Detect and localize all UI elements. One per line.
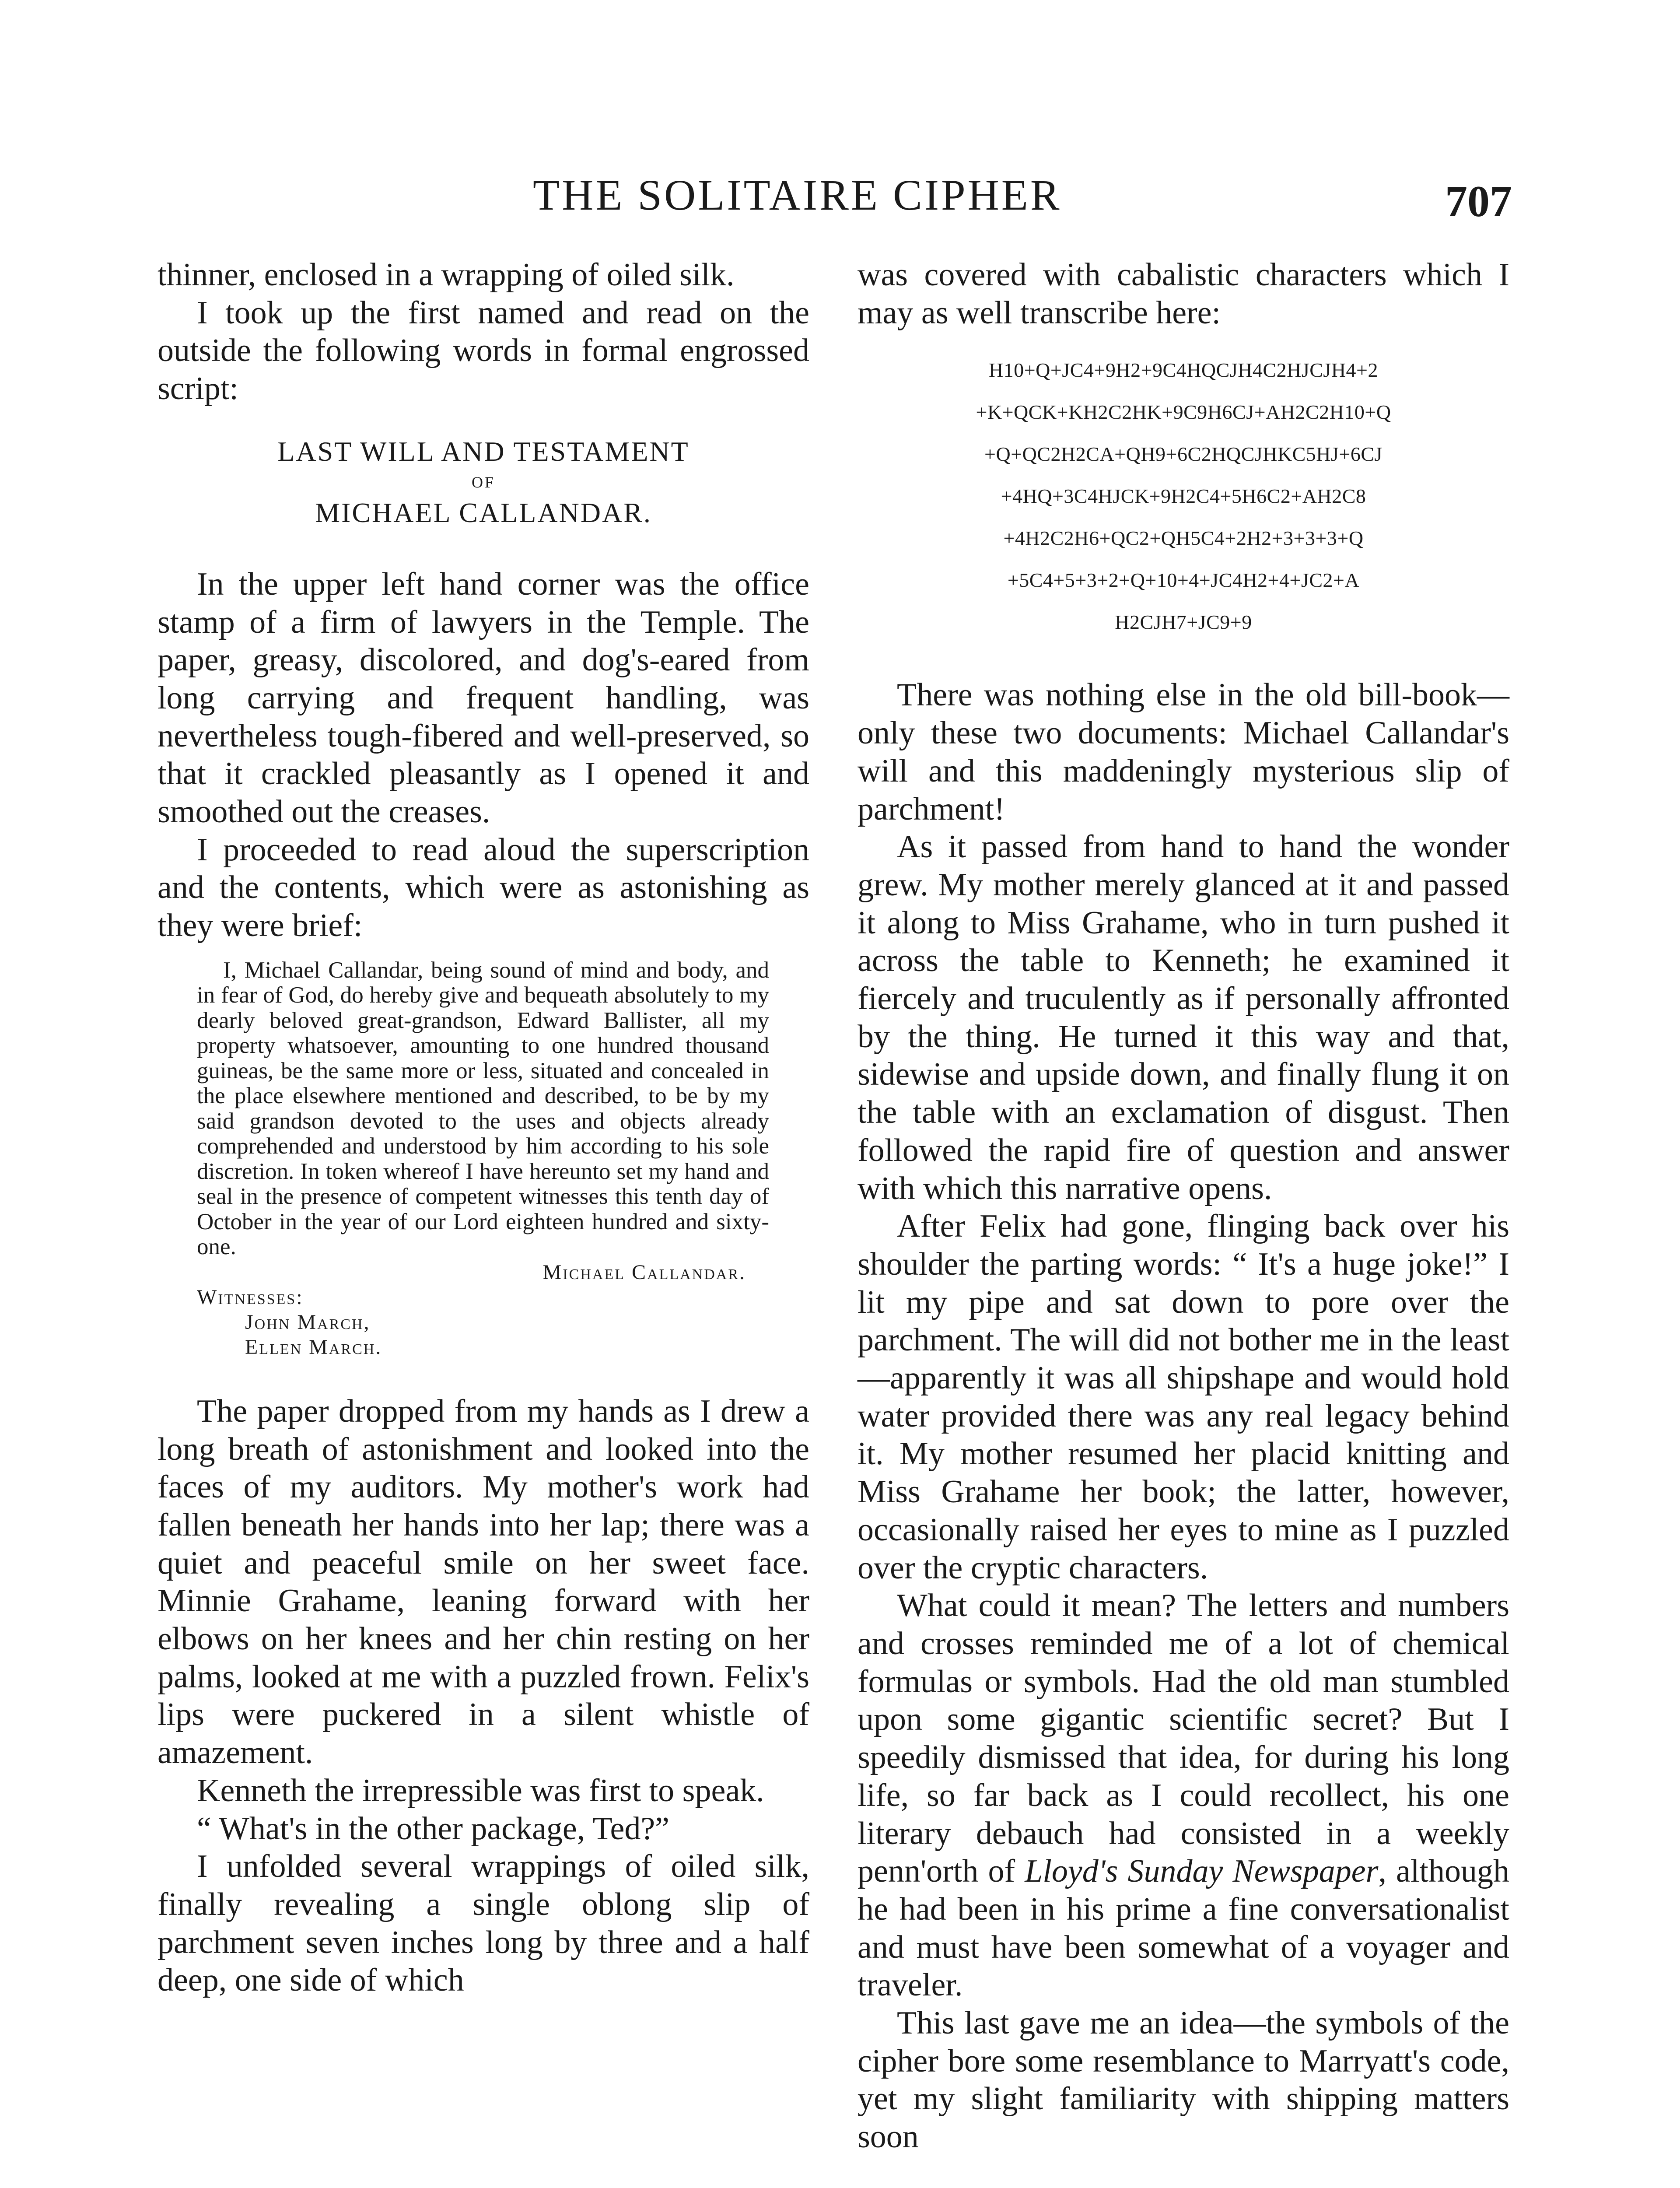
paragraph: “ What's in the other package, Ted?” [197, 1810, 670, 1847]
paragraph: I proceeded to read aloud the superscription and the contents, which were as astonishing as they were brief: [158, 831, 809, 944]
will-heading [158, 432, 809, 533]
paragraph-text: What could it mean? The letters and numbers and crosses reminded me of a lot of chemical formulas or symbols. Had the old man stumbled upon some gigantic scientific secret? But I speedily dismissed that idea, for during his long life, so far back as I could recollect, his one literary debauch had consisted in a weekly penn'orth of [858, 1588, 1509, 1890]
paragraph: After Felix had gone, flinging back over his shoulder the parting words: “ It's a huge joke!” I lit my pipe and sat down to pore over the parchment. The will did not bother me in the least —apparently it was all shipshape and would hold water provided there was any real legacy behind it. My mother resumed her placid knitting and Miss Grahame her book; the latter, however, occasionally raised her eyes to mine as I puzzled over the cryptic characters. [858, 1208, 1509, 1586]
will-heading-line: LAST WILL AND TESTAMENT [277, 435, 690, 467]
paragraph [858, 1587, 1509, 2004]
running-head-title: THE SOLITAIRE CIPHER [533, 171, 1062, 219]
will-signature: Michael Callandar. [542, 1260, 746, 1284]
paragraph: There was nothing else in the old bill-book—only these two documents: Michael Callandar's will and this maddeningly mysterious slip of parchment! [858, 677, 1509, 827]
cipher-block [858, 349, 1509, 643]
cipher-line: +5C4+5+3+2+Q+10+4+JC4H2+4+JC2+A [1007, 569, 1360, 592]
paragraph: I took up the first named and read on the outside the following words in formal engrossed script: [158, 295, 809, 407]
paragraph-text: , although he had been in his prime a fine conversationalist and must have been somewhat of a voyager and traveler. [858, 1853, 1509, 2003]
paragraph: As it passed from hand to hand the wonder grew. My mother merely glanced at it and passed it along to Miss Grahame, who in turn pushed it across the table to Kenneth; he examined it fiercely and truculently as if personally affronted by the thing. He turned it this way and that, sidewise and upside down, and finally flung it on the table with an exclamation of disgust. Then followed the rapid fire of question and answer with which this narrative opens. [858, 829, 1509, 1206]
will-text: I, Michael Callandar, being sound of mind and body, and in fear of God, do hereby give and bequeath absolutely to my dearly beloved great-grandson, Edward Ballister, all my property whatsoever, amounting to one hundred thousand guineas, be the same more or less, situated and concealed in the place elsewhere mentioned and described, to be by my said grandson devoted to the uses and objects already comprehended and understood by him according to his sole discretion. In token whereof I have hereunto set my hand and seal in the presence of competent witnesses this tenth day of October in the year of our Lord eighteen hundred and sixty-one. [197, 957, 769, 1260]
right-column [858, 256, 1509, 2156]
paragraph: The paper dropped from my hands as I drew a long breath of astonishment and looked into the faces of my auditors. My mother's work had fallen beneath her hands into her lap; there was a quiet and peaceful smile on her sweet face. Minnie Grahame, leaning forward with her elbows on her knees and her chin resting on her palms, looked at me with a puzzled frown. Felix's lips were puckered in a silent whistle of amazement. [158, 1393, 809, 1771]
page-number: 707 [1445, 177, 1512, 226]
newspaper-title: Lloyd's Sunday Newspaper [1025, 1853, 1379, 1890]
will-heading-name: MICHAEL CALLANDAR. [315, 497, 652, 528]
cipher-line: +4H2C2H6+QC2+QH5C4+2H2+3+3+3+Q [1003, 527, 1364, 550]
witness-name: Ellen March. [245, 1335, 382, 1359]
paragraph: was covered with cabalistic characters which I may as well transcribe here: [858, 257, 1509, 331]
cipher-line: H10+Q+JC4+9H2+9C4HQCJH4C2HJCJH4+2 [989, 359, 1378, 382]
paragraph: In the upper left hand corner was the office stamp of a firm of lawyers in the Temple. The paper, greasy, discolored, and dog's-eared from long carrying and frequent handling, was nevertheless tough-fibered and well-preserved, so that it crackled pleasantly as I opened it and smoothed out the creases. [158, 566, 809, 830]
witnesses-label: Witnesses: [197, 1285, 304, 1309]
witness-name: John March, [245, 1310, 371, 1334]
cipher-line: +4HQ+3C4HJCK+9H2C4+5H6C2+AH2C8 [1001, 485, 1366, 508]
paragraph: thinner, enclosed in a wrapping of oiled silk. [158, 257, 735, 293]
paragraph: This last gave me an idea—the symbols of the cipher bore some resemblance to Marryatt's code, yet my slight familiarity with shipping matters soon [858, 2005, 1509, 2155]
cipher-line: +K+QCK+KH2C2HK+9C9H6CJ+AH2C2H10+Q [976, 401, 1391, 424]
cipher-line: H2CJH7+JC9+9 [1115, 611, 1252, 634]
cipher-line: +Q+QC2H2CA+QH9+6C2HQCJHKC5HJ+6CJ [984, 443, 1382, 466]
left-column [158, 256, 809, 1999]
paragraph: Kenneth the irrepressible was first to speak. [197, 1772, 764, 1809]
paragraph: I unfolded several wrappings of oiled silk, finally revealing a single oblong slip of parchment seven inches long by three and a half deep, one side of which [158, 1848, 809, 1999]
will-heading-of: OF [471, 473, 496, 491]
